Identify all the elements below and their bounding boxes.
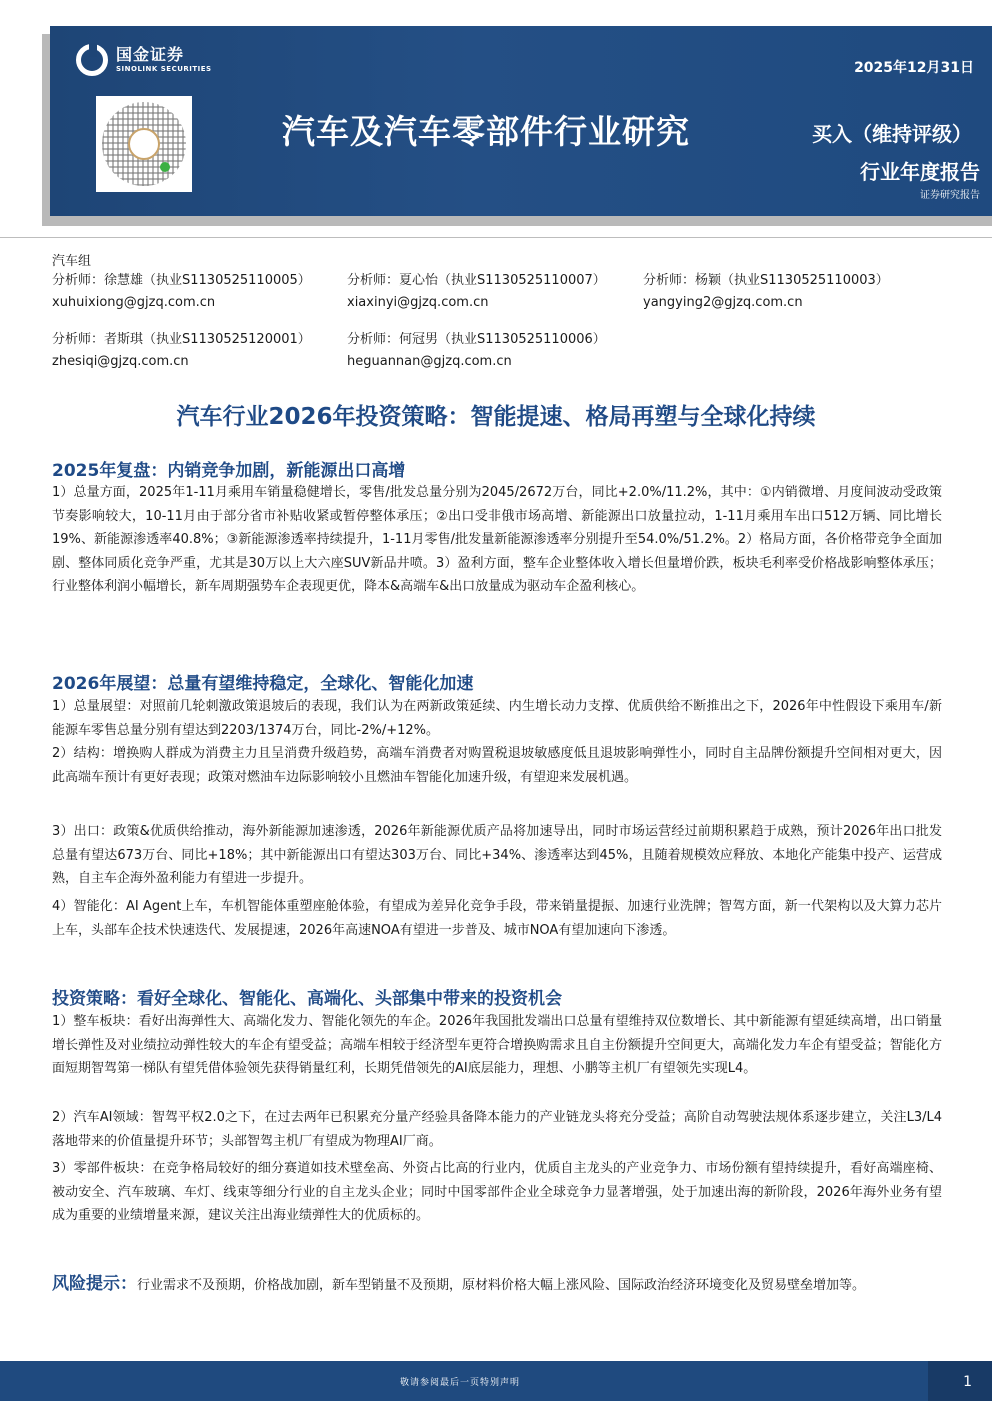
main-title: 汽车行业2026年投资策略：智能提速、格局再塑与全球化持续 [176,404,816,430]
analyst-email[interactable]: heguannan@gjzq.com.cn [347,354,512,369]
qr-wechat-icon [160,162,170,172]
page-number: 1 [963,1374,972,1390]
section-paragraph: 1）总量方面，2025年1-11月乘用车销量稳健增长，零售/批发总量分别为2045/2672万台，同比+2.0%/11.2%，其中：①内销微增、月度间波动受政策节奏影响较大，10-11月由于部分省市补贴收紧或暂停整体承压；②出口受非俄市场高增、新能源出口放量拉动，1-11月乘用车出口512万辆、同比增长19%、新能源渗透率40.8%；③新能源渗透率持续提升，1-11月零售/批发量新能源渗透率分别提升至54.0%/51.2%。2）格局方面，各价格带竞争全面加剧、整体同质化竞争严重，尤其是30万以上大六座SUV新品井喷。3）盈利方面，整车企业整体收入增长但量增价跌，板块毛利率受价格战影响整体承压；行业整体利润小幅增长，新车周期强势车企表现更优，降本&高端车&出口放量成为驱动车企盈利核心。 [52,485,942,594]
risk-text: 行业需求不及预期，价格战加剧，新车型销量不及预期，原材料价格大幅上涨风险、国际政治经济环境变化及贸易壁垒增加等。 [137,1278,866,1293]
section-paragraph: 4）智能化：AI Agent上车，车机智能体重塑座舱体验，有望成为差异化竞争手段，带来销量提振、加速行业洗牌；智驾方面，新一代架构以及大算力芯片上车，头部车企技术快速迭代、发展提速，2026年高速NOA有望进一步普及、城市NOA有望加速向下渗透。 [52,899,942,938]
analyst-name: 分析师：夏心怡（执业S1130525110007） [347,273,606,288]
analyst-email[interactable]: yangying2@gjzq.com.cn [643,295,803,310]
analyst-card [52,329,311,373]
analyst-card [52,270,311,314]
section-paragraph: 1）总量展望：对照前几轮刺激政策退坡后的表现，我们认为在两新政策延续、内生增长动力支撑、优质供给不断推出之下，2026年中性假设下乘用车/新能源车零售总量分别有望达到2203/1374万台，同比-2%/+12%。 [52,699,942,738]
report-title: 汽车及汽车零部件行业研究 [282,112,690,151]
rating-label: 买入（维持评级） [812,122,972,146]
analyst-card [347,329,606,373]
analyst-name: 分析师：者斯琪（执业S1130525120001） [52,332,311,347]
analyst-email[interactable]: xiaxinyi@gjzq.com.cn [347,295,489,310]
analyst-card [643,270,889,314]
analyst-group: 汽车组 [52,254,92,269]
section-paragraph: 2）汽车AI领域：智驾平权2.0之下，在过去两年已积累充分量产经验具备降本能力的产业链龙头将充分受益；高阶自动驾驶法规体系逐步建立，关注L3/L4落地带来的价值量提升环节；头部智驾主机厂有望成为物理AI厂商。 [52,1110,942,1149]
section-heading: 投资策略：看好全球化、智能化、高端化、头部集中带来的投资机会 [52,989,562,1009]
header-banner [50,26,992,216]
logo-name-cn: 国金证券 [116,45,185,64]
qr-center-logo-icon [128,128,160,160]
qr-code-icon [96,96,192,192]
section-paragraph: 1）整车板块：看好出海弹性大、高端化发力、智能化领先的车企。2026年我国批发端出口总量有望维持双位数增长、其中新能源有望延续高增，出口销量增长弹性及对业绩拉动弹性较大的车企有望受益；高端车相较于经济型车更符合增换购需求且自主份额提升空间更大，高端化发力车企有望受益；智能化方面短期智驾第一梯队有望凭借体验领先获得销量红利，长期凭借领先的AI底层能力，理想、小鹏等主机厂有望领先实现L4。 [52,1014,942,1076]
analyst-email[interactable]: xuhuixiong@gjzq.com.cn [52,295,216,310]
report-type: 行业年度报告 [860,160,980,184]
section-paragraph: 3）出口：政策&优质供给推动，海外新能源加速渗透，2026年新能源优质产品将加速导出，同时市场运营经过前期积累趋于成熟，预计2026年出口批发总量有望达673万台、同比+18%；其中新能源出口有望达303万台、同比+34%、渗透率达到45%，且随着规模效应释放、本地化产能集中投产、运营成熟，自主车企海外盈利能力有望进一步提升。 [52,824,942,886]
logo-mark-icon [76,44,108,76]
report-date: 2025年12月31日 [854,60,974,76]
section-paragraph: 2）结构：增换购人群成为消费主力且呈消费升级趋势，高端车消费者对购置税退坡敏感度低且退坡影响弹性小，同时自主品牌份额提升空间相对更大，因此高端车预计有更好表现；政策对燃油车边际影响较小且燃油车智能化加速升级，有望迎来发展机遇。 [52,746,942,785]
section-heading: 2025年复盘：内销竞争加剧，新能源出口高增 [52,461,406,481]
page-footer [0,1361,992,1401]
analyst-email[interactable]: zhesiqi@gjzq.com.cn [52,354,189,369]
risk-block [52,1271,942,1299]
risk-label: 风险提示： [52,1274,137,1294]
disclaimer-note: 敬请参阅最后一页特别声明 [399,1378,520,1388]
analyst-name: 分析师：徐慧雄（执业S1130525110005） [52,273,311,288]
header-divider [0,237,992,238]
section-paragraph: 3）零部件板块：在竞争格局较好的细分赛道如技术壁垒高、外资占比高的行业内，优质自主龙头的产业竞争力、市场份额有望持续提升，看好高端座椅、被动安全、汽车玻璃、车灯、线束等细分行业的自主龙头企业；同时中国零部件企业全球竞争力显著增强，处于加速出海的新阶段，2026年海外业务有望成为重要的业绩增量来源，建议关注出海业绩弹性大的优质标的。 [52,1161,942,1223]
logo-name-en: SINOLINK SECURITIES [116,65,212,73]
analyst-name: 分析师：何冠男（执业S1130525110006） [347,332,606,347]
page-number-box [928,1361,992,1401]
company-logo [76,44,212,76]
analyst-card [347,270,606,314]
section-heading: 2026年展望：总量有望维持稳定，全球化、智能化加速 [52,674,474,694]
analyst-name: 分析师：杨颖（执业S1130525110003） [643,273,889,288]
report-series: 证券研究报告 [920,190,980,201]
